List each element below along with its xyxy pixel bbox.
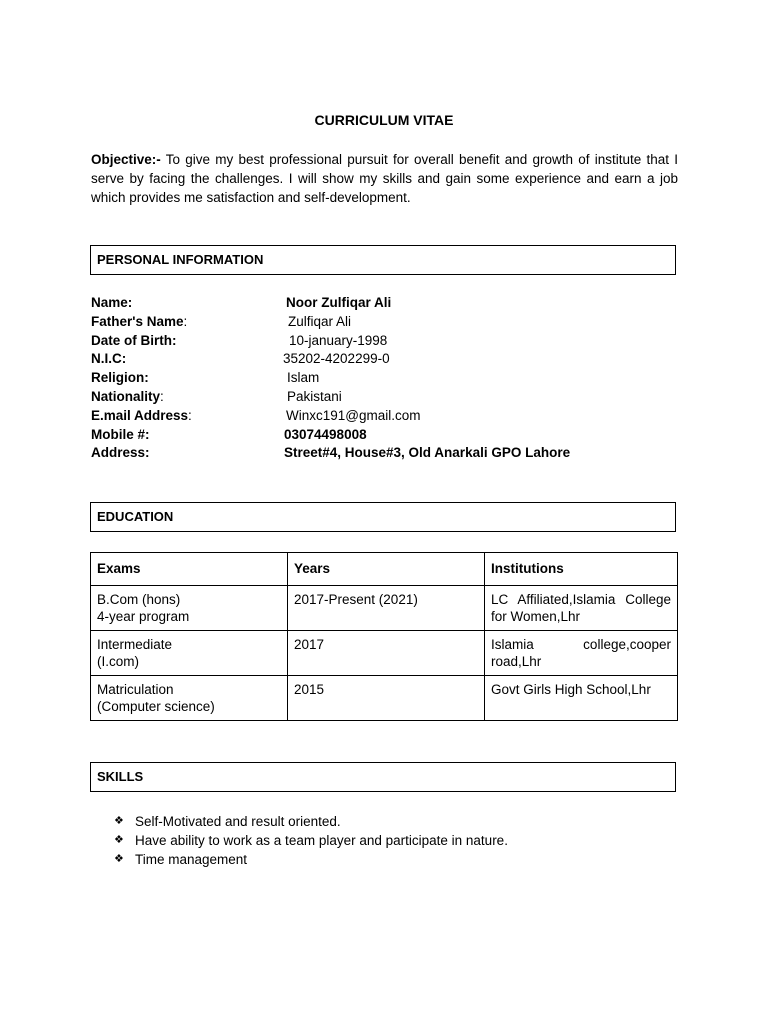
- education-table: [90, 552, 678, 721]
- info-label: E.mail Address:: [91, 407, 192, 423]
- diamond-bullet-icon: ❖: [114, 853, 124, 865]
- section-header-personal-information: PERSONAL INFORMATION: [90, 245, 676, 275]
- diamond-bullet-icon: ❖: [114, 834, 124, 846]
- list-item: ❖ Have ability to work as a team player and participate in nature.: [114, 833, 508, 848]
- exam-cell: Matriculation (Computer science): [91, 676, 288, 721]
- column-header-institutions: Institutions: [485, 553, 678, 586]
- info-label: Mobile #:: [91, 426, 150, 442]
- info-label: N.I.C:: [91, 351, 127, 367]
- table-header-row: [91, 553, 678, 586]
- objective-text: To give my best professional pursuit for overall benefit and growth of institute that I serve by facing the challenges. I will show my skills and gain some experience and earn a job which provides me satisfaction and self-development.: [91, 152, 678, 205]
- institution-cell: LC Affiliated,Islamia College for Women,Lhr: [485, 586, 678, 631]
- info-value: Islam: [287, 370, 320, 386]
- info-value: 10-january-1998: [289, 332, 388, 348]
- years-cell: 2017: [288, 631, 485, 676]
- table-row: [91, 586, 678, 631]
- info-value: 35202-4202299-0: [283, 351, 390, 367]
- info-value: Winxc191@gmail.com: [286, 407, 421, 423]
- info-label: Religion:: [91, 370, 149, 386]
- skills-list: [114, 812, 508, 869]
- column-header-exams: Exams: [91, 553, 288, 586]
- info-label: Date of Birth:: [91, 332, 177, 348]
- info-value: Pakistani: [287, 388, 342, 404]
- info-label: Address:: [91, 445, 150, 461]
- document-title: CURRICULUM VITAE: [314, 112, 454, 128]
- list-item: ❖ Time management: [114, 852, 248, 867]
- objective-paragraph: [91, 150, 678, 207]
- exam-cell: B.Com (hons) 4-year program: [91, 586, 288, 631]
- table-row: [91, 676, 678, 721]
- section-header-skills: SKILLS: [90, 762, 676, 792]
- info-label: Name:: [91, 295, 133, 310]
- institution-cell: Islamia college,cooper road,Lhr: [485, 631, 678, 676]
- info-value: Noor Zulfiqar Ali: [286, 295, 392, 310]
- years-cell: 2015: [288, 676, 485, 721]
- info-label: Nationality:: [91, 388, 164, 404]
- info-label: Father's Name:: [91, 313, 188, 329]
- info-value: 03074498008: [284, 426, 367, 442]
- years-cell: 2017-Present (2021): [288, 586, 485, 631]
- info-value: Street#4, House#3, Old Anarkali GPO Lahore: [284, 445, 571, 461]
- exam-cell: Intermediate (I.com): [91, 631, 288, 676]
- section-header-education: EDUCATION: [90, 502, 676, 532]
- objective-label: Objective:-: [91, 152, 161, 167]
- table-row: [91, 631, 678, 676]
- institution-cell: Govt Girls High School,Lhr: [485, 676, 678, 721]
- info-value: Zulfiqar Ali: [288, 313, 352, 329]
- diamond-bullet-icon: ❖: [114, 815, 124, 827]
- column-header-years: Years: [288, 553, 485, 586]
- list-item: ❖ Self-Motivated and result oriented.: [114, 814, 341, 829]
